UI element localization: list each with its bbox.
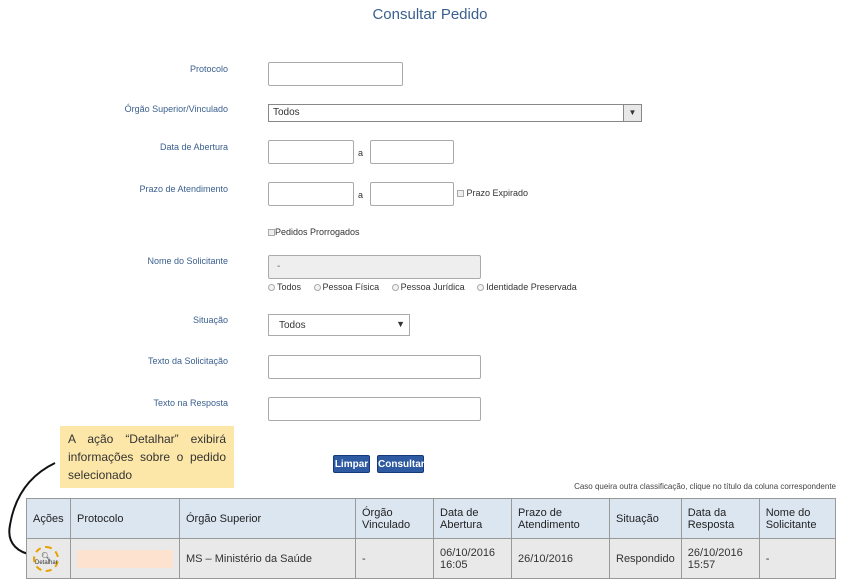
prazo-expirado-label: Prazo Expirado (466, 188, 529, 198)
texto-solicitacao-label: Texto da Solicitação (147, 356, 228, 366)
prazo-label: Prazo de Atendimento (139, 184, 228, 194)
results-table (26, 498, 836, 579)
orgao-select[interactable] (268, 104, 642, 122)
range-separator: a (358, 190, 364, 200)
prorrogados-option[interactable] (268, 227, 360, 237)
detalhar-button[interactable] (33, 546, 59, 572)
texto-resposta-label: Texto na Resposta (153, 398, 228, 408)
texto-solicitacao-input[interactable] (268, 355, 481, 379)
col-prazo-atendimento[interactable]: Prazo de Atendimento (512, 499, 610, 539)
protocolo-label: Protocolo (189, 64, 228, 74)
prazo-expirado-option[interactable] (457, 188, 528, 198)
orgao-vinculado-cell: - (356, 539, 434, 579)
col-nome-solicitante[interactable]: Nome do Solicitante (759, 499, 835, 539)
situacao-label: Situação (192, 315, 228, 325)
situacao-select[interactable] (268, 314, 410, 336)
radio-pessoa-fisica[interactable] (314, 282, 380, 292)
prorrogados-label: Pedidos Prorrogados (275, 227, 360, 237)
search-icon: 🔍︎ (40, 551, 52, 561)
table-row (27, 539, 836, 579)
col-data-resposta[interactable]: Data da Resposta (681, 499, 759, 539)
data-resposta-cell: 26/10/2016 15:57 (681, 539, 759, 579)
situacao-select-value: Todos (279, 320, 306, 331)
detalhar-label: Detalhar (35, 559, 58, 566)
annotation-note: A ação “Detalhar” exibirá informações sobre o pedido selecionado (60, 426, 234, 488)
nome-input[interactable]: - (268, 255, 481, 279)
radio-pessoa-fisica-label: Pessoa Física (322, 282, 380, 292)
prazo-cell: 26/10/2016 (512, 539, 610, 579)
radio-pessoa-juridica-label: Pessoa Jurídica (400, 282, 465, 292)
col-orgao-vinculado[interactable]: Órgão Vinculado (356, 499, 434, 539)
orgao-label: Órgão Superior/Vinculado (124, 104, 228, 114)
radio-todos[interactable] (268, 282, 301, 292)
situacao-cell: Respondido (610, 539, 682, 579)
range-separator: a (358, 148, 364, 158)
data-abertura-end-input[interactable] (370, 140, 454, 164)
col-orgao-superior[interactable]: Órgão Superior (180, 499, 356, 539)
nome-cell: - (759, 539, 835, 579)
texto-resposta-input[interactable] (268, 397, 481, 421)
table-header-row (27, 499, 836, 539)
col-acoes: Ações (27, 499, 71, 539)
nome-label: Nome do Solicitante (147, 256, 228, 266)
limpar-button[interactable]: Limpar (333, 455, 370, 473)
radio-identidade-preservada[interactable] (477, 282, 577, 292)
col-protocolo[interactable]: Protocolo (71, 499, 180, 539)
protocolo-input[interactable] (268, 62, 403, 86)
radio-todos-label: Todos (277, 282, 302, 292)
consultar-button[interactable]: Consultar (377, 455, 424, 473)
redacted-protocolo (77, 550, 173, 568)
data-abertura-start-input[interactable] (268, 140, 354, 164)
orgao-select-value: Todos (273, 107, 300, 118)
col-situacao[interactable]: Situação (610, 499, 682, 539)
col-data-abertura[interactable]: Data de Abertura (434, 499, 512, 539)
nome-type-radios (268, 282, 577, 292)
protocolo-cell (71, 539, 180, 579)
prazo-end-input[interactable] (370, 182, 454, 206)
chevron-down-icon: ▼ (396, 319, 405, 329)
sort-instructions: Caso queira outra classificação, clique no título da coluna correspondente (574, 482, 836, 491)
chevron-down-icon[interactable]: ▼ (623, 105, 641, 121)
page-title: Consultar Pedido (372, 6, 488, 23)
orgao-superior-cell: MS – Ministério da Saúde (180, 539, 356, 579)
prazo-start-input[interactable] (268, 182, 354, 206)
prazo-expirado-checkbox[interactable] (457, 190, 464, 197)
data-abertura-label: Data de Abertura (159, 142, 228, 152)
acao-cell (27, 539, 71, 579)
radio-pessoa-juridica[interactable] (392, 282, 465, 292)
radio-identidade-preservada-label: Identidade Preservada (486, 282, 577, 292)
data-abertura-cell: 06/10/2016 16:05 (434, 539, 512, 579)
prorrogados-checkbox[interactable] (268, 229, 275, 236)
